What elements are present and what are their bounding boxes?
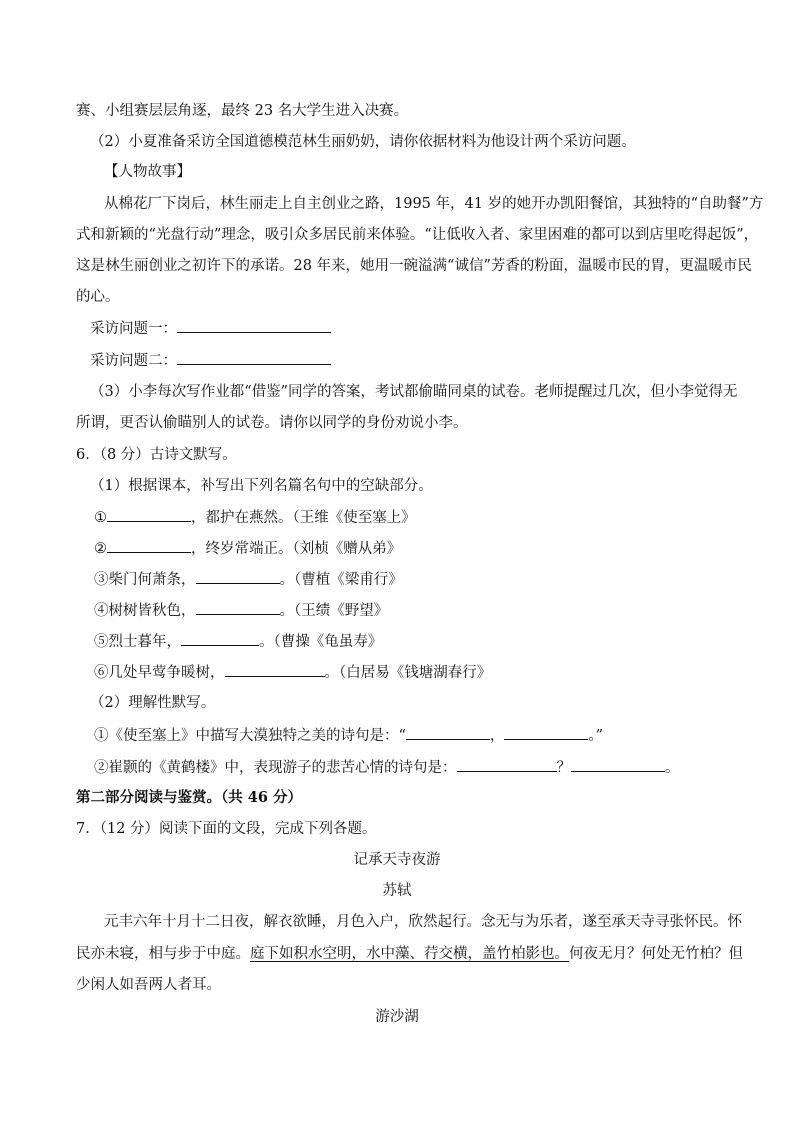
q6-title: 6．（8 分）古诗文默写。 — [76, 447, 237, 463]
answer-blank[interactable] — [504, 725, 588, 740]
story-line: 从棉花厂下岗后，林生丽走上自主创业之路，1995 年，41 岁的她开办凯阳餐馆，其独特的“自助餐”方 — [104, 196, 764, 212]
recitation-item — [94, 507, 416, 528]
item-source: ，都护在燕然。（王维《使至塞上》 — [191, 510, 416, 526]
interview-q2-label: 采访问题二： — [90, 353, 177, 369]
q6-sub2: （2）理解性默写。 — [90, 695, 216, 711]
essay-text: 何夜无月？何处无竹柏？但 — [569, 946, 743, 962]
answer-blank[interactable] — [107, 538, 191, 553]
essay-text: 民亦未寝，相与步于中庭。 — [76, 946, 250, 962]
q5-2-prompt: （2）小夏准备采访全国道德模范林生丽奶奶，请你依据材料为他设计两个采访问题。 — [90, 134, 636, 150]
essay-line — [76, 944, 743, 964]
answer-blank[interactable] — [571, 757, 665, 772]
item-prefix: ② — [94, 541, 107, 557]
item-separator: ？ — [556, 760, 571, 776]
item-source: 。（曹操《龟虽寿》 — [259, 634, 383, 650]
interview-question-2 — [90, 350, 331, 371]
essay-line: 少闲人如吾两人者耳。 — [76, 977, 221, 993]
recitation-item — [94, 662, 491, 683]
item-source: 。（王绩《野望》 — [279, 603, 389, 619]
interview-question-1 — [90, 318, 331, 339]
item-source: 。（白居易《钱塘湖春行》 — [324, 665, 492, 681]
story-line: 这是林生丽创业之初许下的承诺。28 年来，她用一碗溢满“诚信”芳香的粉面，温暖市民的胃，更温暖市民 — [76, 258, 752, 274]
item-end: 。” — [588, 728, 604, 744]
understanding-item-2 — [94, 757, 680, 778]
essay-author: 苏轼 — [382, 883, 412, 899]
essay-title: 记承天寺夜游 — [353, 852, 441, 868]
recitation-item — [94, 569, 403, 590]
part2-title: 第二部分阅读与鉴赏。（共 46 分） — [76, 789, 303, 806]
essay-line: 元丰六年十月十二日夜，解衣欲睡，月色入户，欣然起行。念无与为乐者，遂至承天寺寻张怀民。怀 — [104, 914, 742, 930]
q5-3-line: （3）小李每次写作业都“借鉴”同学的答案，考试都偷瞄同桌的试卷。老师提醒过几次，但小李觉得无 — [90, 384, 738, 400]
item-prompt: ①《使至塞上》中描写大漠独特之美的诗句是：“ — [94, 728, 406, 744]
recitation-item — [94, 600, 388, 621]
answer-blank[interactable] — [107, 507, 191, 522]
answer-blank[interactable] — [406, 725, 490, 740]
answer-blank[interactable] — [457, 757, 557, 772]
item-prefix: ⑤烈士暮年， — [94, 634, 181, 650]
recitation-item — [94, 631, 382, 652]
item-source: 。（曹植《梁甫行》 — [279, 572, 403, 588]
item-prefix: ④树树皆秋色， — [94, 603, 196, 619]
interview-q1-label: 采访问题一： — [90, 321, 177, 337]
continuation-line: 赛、小组赛层层角逐，最终 23 名大学生进入决赛。 — [76, 103, 409, 119]
item-prompt: ②崔颢的《黄鹤楼》中，表现游子的悲苦心情的诗句是： — [94, 760, 457, 776]
q5-3-line: 所谓，更否认偷瞄别人的试卷。请你以同学的身份劝说小李。 — [76, 415, 468, 431]
understanding-item-1 — [94, 725, 603, 746]
underlined-sentence: 庭下如积水空明，水中藻、荇交横，盖竹柏影也。 — [250, 946, 569, 962]
answer-blank[interactable] — [177, 318, 331, 333]
story-line: 式和新颖的“光盘行动”理念，吸引众多居民前来体验。“让低收入者、家里困难的都可以到店里吃得起饭”， — [76, 227, 759, 243]
item-prefix: ⑥几处早莺争暖树， — [94, 665, 225, 681]
answer-blank[interactable] — [181, 631, 259, 646]
recitation-item — [94, 538, 401, 559]
item-end: 。 — [665, 760, 680, 776]
item-prefix: ① — [94, 510, 107, 526]
item-source: ，终岁常端正。（刘桢《赠从弟》 — [191, 541, 402, 557]
story-heading: 【人物故事】 — [104, 164, 191, 180]
q7-title: 7．（12 分）阅读下面的文段，完成下列各题。 — [76, 821, 377, 837]
next-essay-title: 游沙湖 — [375, 1009, 419, 1025]
item-prefix: ③柴门何萧条， — [94, 572, 196, 588]
answer-blank[interactable] — [177, 350, 331, 365]
story-line: 的心。 — [76, 289, 120, 305]
q6-sub1: （1）根据课本，补写出下列名篇名句中的空缺部分。 — [90, 478, 433, 494]
answer-blank[interactable] — [225, 662, 325, 677]
item-separator: ， — [489, 728, 505, 744]
answer-blank[interactable] — [196, 569, 280, 584]
answer-blank[interactable] — [196, 600, 280, 615]
